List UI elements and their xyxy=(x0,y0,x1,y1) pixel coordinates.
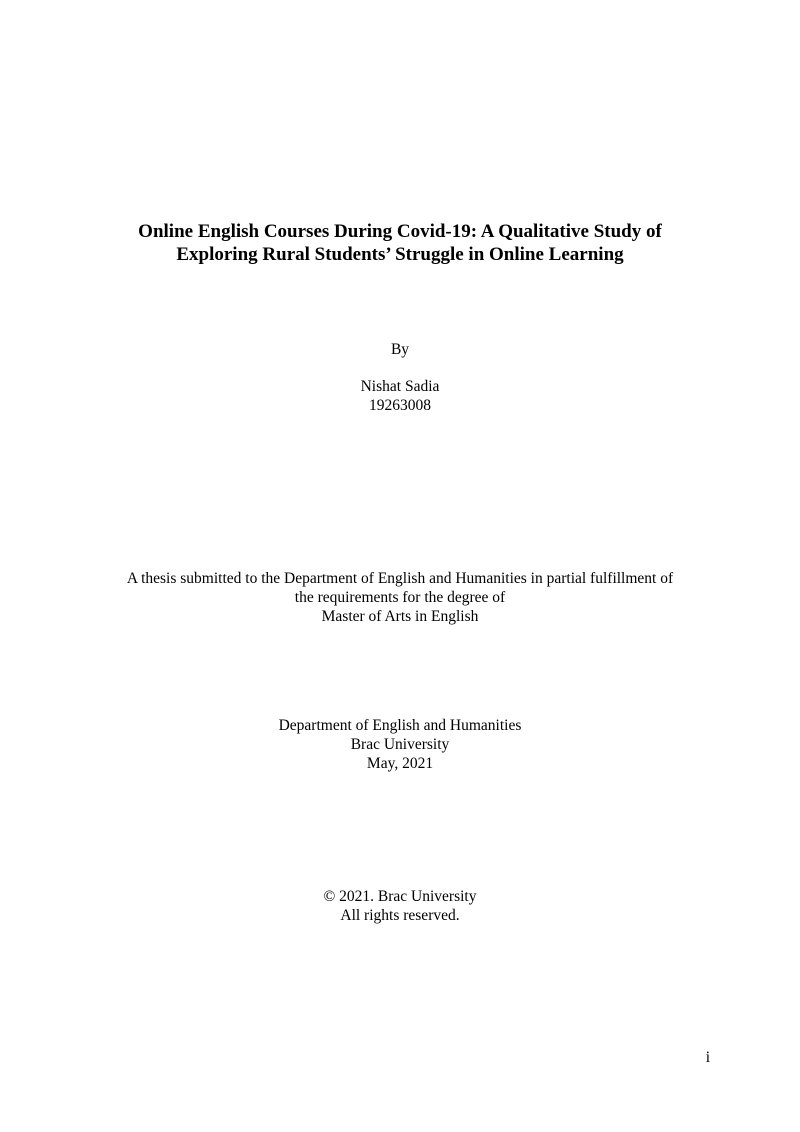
department-name: Department of English and Humanities xyxy=(278,717,522,734)
thesis-title-line-2: Exploring Rural Students’ Struggle in Online Learning xyxy=(176,244,624,265)
byline xyxy=(0,340,800,360)
author-block xyxy=(0,377,800,415)
submission-date: May, 2021 xyxy=(366,755,434,772)
copyright-line: © 2021. Brac University xyxy=(323,888,477,905)
submission-line-3: Master of Arts in English xyxy=(321,608,479,625)
page-number: i xyxy=(705,1049,710,1066)
thesis-title-line-1: Online English Courses During Covid-19: A Qualitative Study of xyxy=(138,221,662,242)
submission-statement xyxy=(0,569,800,626)
student-id: 19263008 xyxy=(369,397,431,414)
by-label: By xyxy=(390,341,410,358)
author-name: Nishat Sadia xyxy=(360,378,440,395)
submission-line-2: the requirements for the degree of xyxy=(294,589,506,606)
university-name: Brac University xyxy=(350,736,450,753)
submission-line-1: A thesis submitted to the Department of English and Humanities in partial fulfillment of xyxy=(126,570,674,587)
copyright-block xyxy=(0,887,800,925)
rights-line: All rights reserved. xyxy=(340,907,460,924)
institution-block xyxy=(0,716,800,773)
thesis-title xyxy=(0,220,800,266)
